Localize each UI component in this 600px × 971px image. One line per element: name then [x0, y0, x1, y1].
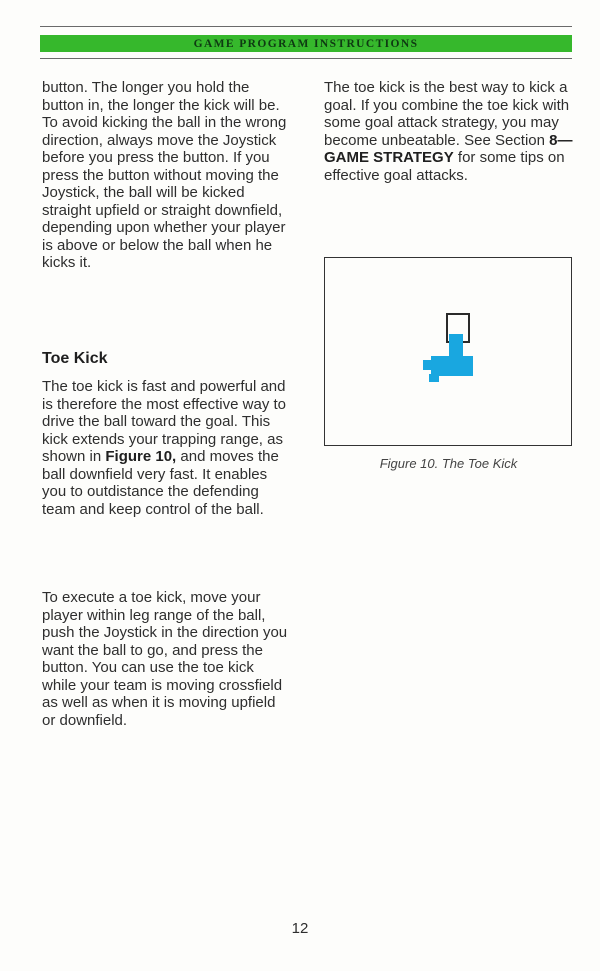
paragraph-2-text-b: and moves the ball downfield very fast. It enables you to outdistance the defending team and keep control of the ball.	[42, 448, 279, 518]
paragraph-2-text-a: The toe kick is fast and powerful and is therefore the most effective way to drive the ball toward the goal. This kick extends your trapping range, as shown in	[42, 378, 287, 465]
toe-kick-illustration	[325, 258, 571, 445]
header-rule-top	[40, 26, 572, 27]
figure-reference: Figure 10,	[105, 448, 177, 465]
player-toe	[429, 374, 439, 382]
section-heading-toe-kick: Toe Kick	[42, 350, 108, 367]
left-paragraph-1: button. The longer you hold the button in, the longer the kick will be. To avoid kicking the ball in the wrong direction, always move the Joystick before you press the button. If you press the button without moving the Joystick, the ball will be kicked straight upfield or straight downfield, depending upon whether your player is above or below the ball when he kicks it.	[42, 79, 287, 271]
player-legs	[431, 356, 473, 376]
figure-10-box	[324, 257, 572, 446]
page-number: 12	[291, 920, 309, 937]
right-paragraph-text-a: The toe kick is the best way to kick a goal. If you combine the toe kick with some goal attack strategy, you may become unbeatable. See Section	[324, 79, 570, 149]
left-paragraph-3: To execute a toe kick, move your player within leg range of the ball, push the Joystick in the direction you want the ball to go, and press the button. You can use the toe kick while your team is moving crossfield as well as when it is moving upfield or downfield.	[42, 589, 288, 729]
section-reference: 8— GAME STRATEGY	[324, 131, 573, 166]
header-title: GAME PROGRAM INSTRUCTIONS	[193, 37, 419, 50]
right-paragraph	[324, 79, 580, 184]
figure-caption: Figure 10. The Toe Kick	[379, 456, 518, 471]
header-band	[40, 35, 572, 52]
left-paragraph-2	[42, 378, 292, 518]
player-foot	[423, 360, 433, 370]
header-rule-bottom	[40, 58, 572, 59]
right-paragraph-text-b: for some tips on effective goal attacks.	[324, 149, 565, 184]
